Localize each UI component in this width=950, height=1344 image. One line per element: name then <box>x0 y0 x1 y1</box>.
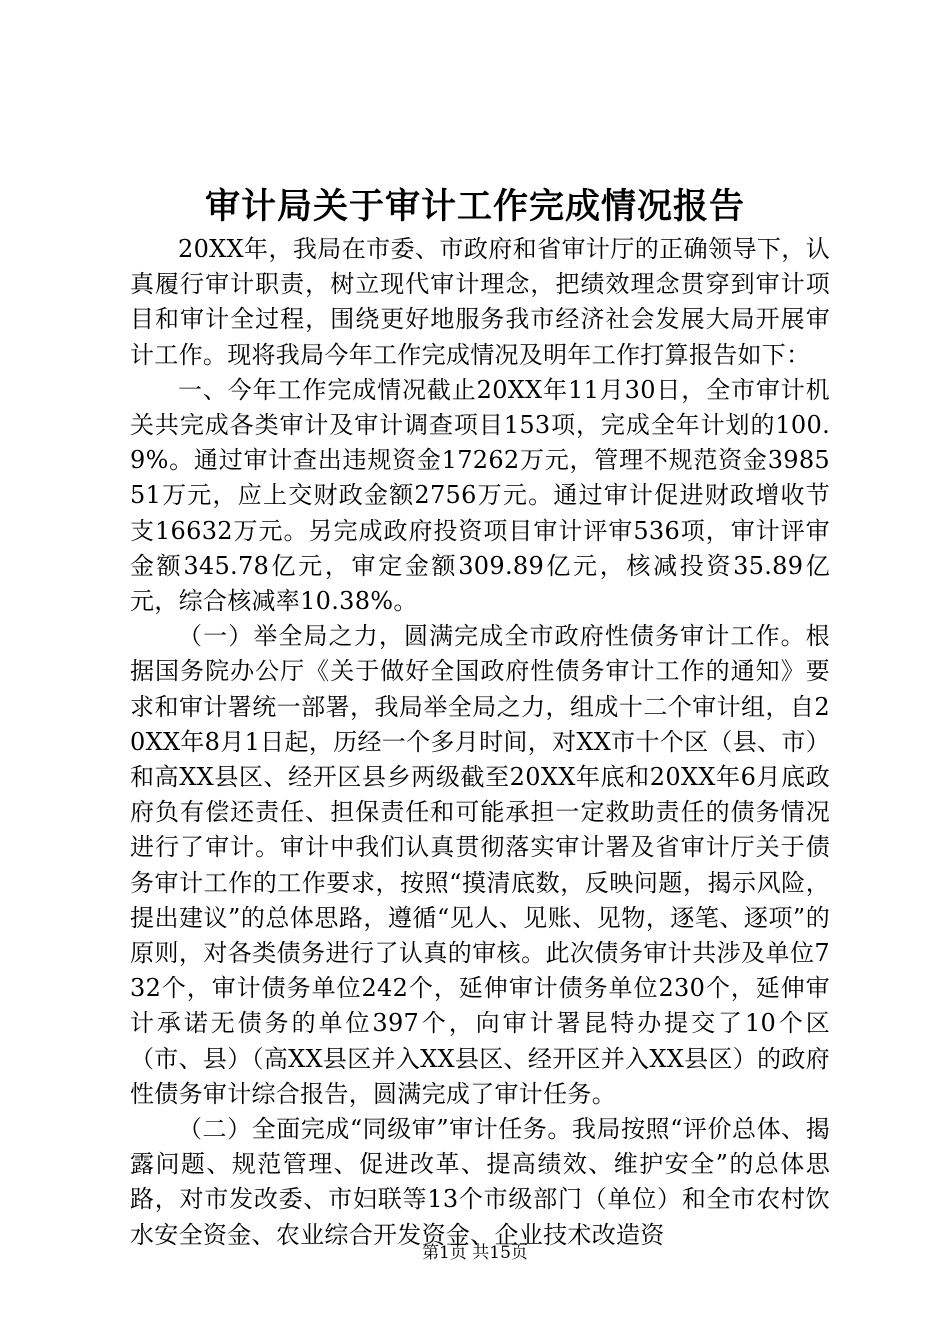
document-body <box>130 232 830 1253</box>
paragraph-debt-audit: （一）举全局之力，圆满完成全市政府性债务审计工作。根据国务院办公厅《关于做好全国政府性债务审计工作的通知》要求和审计署统一部署，我局举全局之力，组成十二个审计组，自20XX年8月1日起，历经一个多月时间，对XX市十个区（县、市）和高XX县区、经开区县乡两级截至20XX年底和20XX年6月底政府负有偿还责任、担保责任和可能承担一定救助责任的债务情况进行了审计。审计中我们认真贯彻落实审计署及省审计厅关于债务审计工作的工作要求，按照“摸清底数，反映问题，揭示风险，提出建议”的总体思路，遵循“见人、见账、见物，逐笔、逐项”的原则，对各类债务进行了认真的审核。此次债务审计共涉及单位732个，审计债务单位242个，延伸审计债务单位230个，延伸审计承诺无债务的单位397个，向审计署昆特办提交了10个区（市、县）（高XX县区并入XX县区、经开区并入XX县区）的政府性债务审计综合报告，圆满完成了审计任务。 <box>130 622 830 1108</box>
page-number-footer: 第1页 共15页 <box>422 1243 528 1263</box>
document-title: 审计局关于审计工作完成情况报告 <box>204 186 745 227</box>
paragraph-intro: 20XX年，我局在市委、市政府和省审计厅的正确领导下，认真履行审计职责，树立现代审计理念，把绩效理念贯穿到审计项目和审计全过程，围绕更好地服务我市经济社会发展大局开展审计工作。现将我局今年工作完成情况及明年工作打算报告如下： <box>130 235 830 369</box>
paragraph-section-one: 一、今年工作完成情况截止20XX年11月30日，全市审计机关共完成各类审计及审计调查项目153项，完成全年计划的100.9%。通过审计查出违规资金17262万元，管理不规范资金398551万元，应上交财政金额2756万元。通过审计促进财政增收节支16632万元。另完成政府投资项目审计评审536项，审计评审金额345.78亿元，审定金额309.89亿元，核减投资35.89亿元，综合核减率10.38%。 <box>130 375 830 616</box>
paragraph-same-level-audit: （二）全面完成“同级审”审计任务。我局按照“评价总体、揭露问题、规范管理、促进改革、提高绩效、维护安全”的总体思路，对市发改委、市妇联等13个市级部门（单位）和全市农村饮水安全资金、农业综合开发资金、企业技术改造资 <box>130 1115 830 1249</box>
